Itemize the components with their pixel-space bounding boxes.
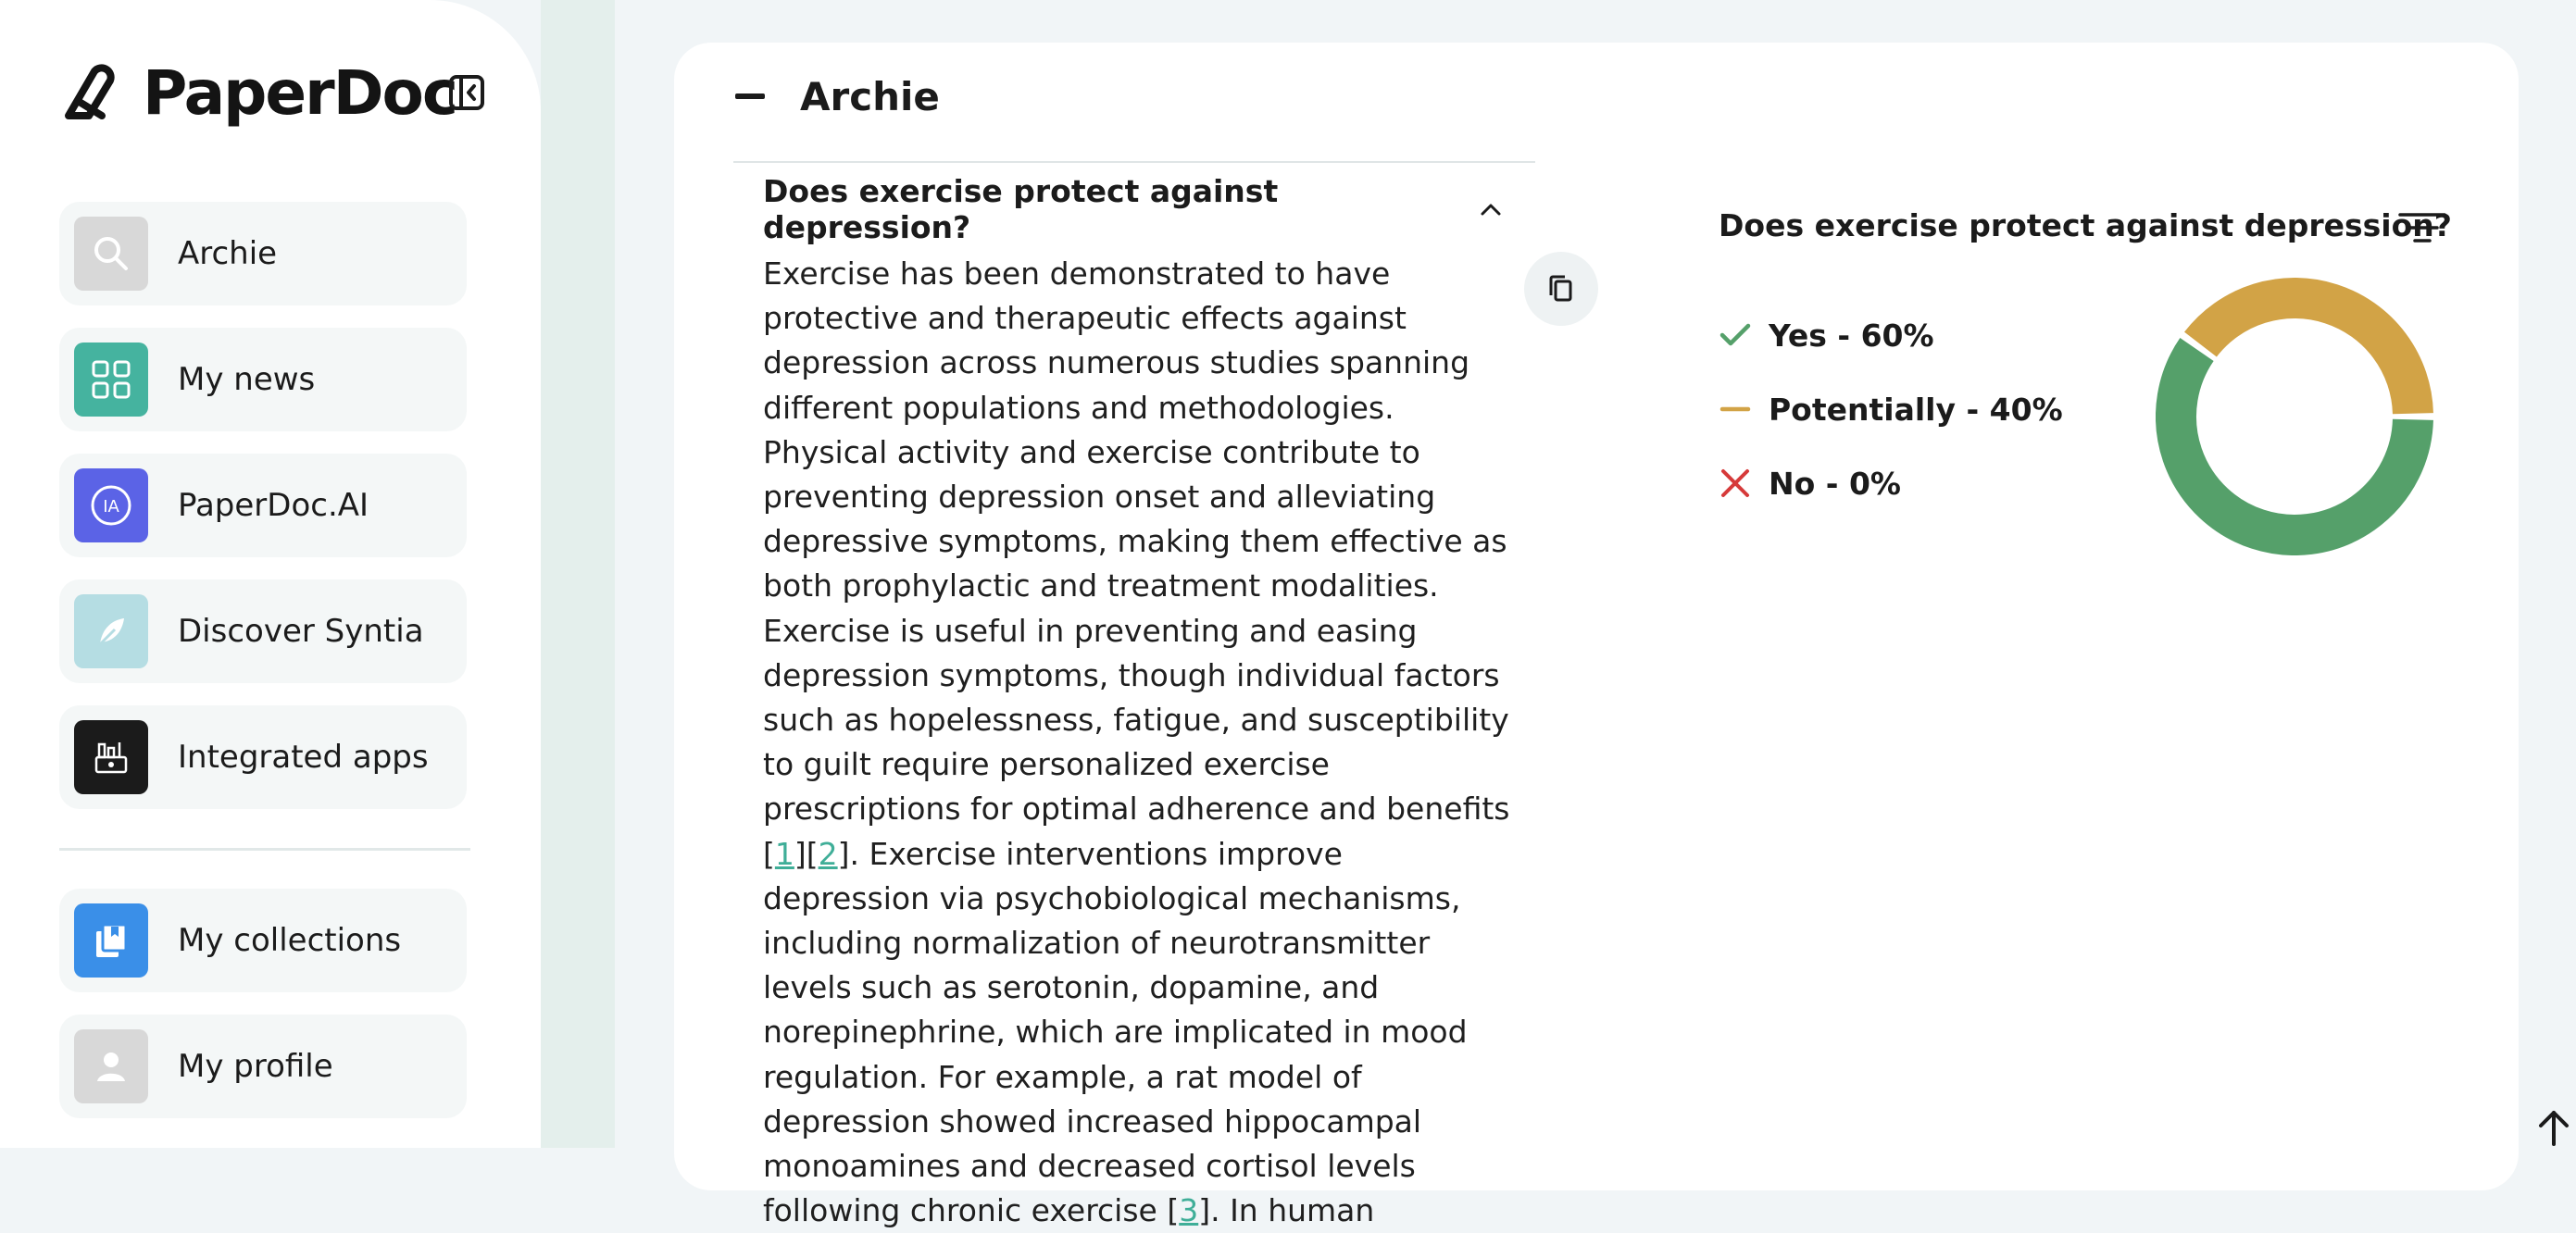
dash-icon xyxy=(1719,392,1752,426)
sidebar-item-label: Integrated apps xyxy=(178,739,429,776)
verdict-yes xyxy=(1719,317,2063,354)
citation-link[interactable]: 1 xyxy=(774,835,794,872)
apps-icon xyxy=(74,720,148,794)
sidebar-item-archie[interactable] xyxy=(59,202,467,305)
answer-paragraph: . In human xyxy=(1210,1192,1375,1229)
question-row[interactable] xyxy=(763,173,1504,245)
sidebar-item-label: Archie xyxy=(178,235,278,272)
sidebar-item-my-news[interactable] xyxy=(59,328,467,431)
sidebar-item-label: PaperDoc.AI xyxy=(178,487,369,524)
nav-divider xyxy=(59,848,470,851)
archie-card xyxy=(674,43,2519,1229)
verdict-potentially-label: Potentially - 40% xyxy=(1769,391,2063,428)
filter-icon[interactable] xyxy=(2398,211,2446,244)
grid-icon xyxy=(74,342,148,417)
copy-icon xyxy=(1547,273,1575,305)
sidebar-item-label: Discover Syntia xyxy=(178,613,424,650)
verdict-no-label: No - 0% xyxy=(1769,465,1901,502)
scroll-to-top-icon[interactable] xyxy=(2532,1103,2576,1148)
citation-link[interactable]: 2 xyxy=(818,835,838,872)
citation-link[interactable]: 3 xyxy=(1179,1192,1199,1229)
svg-text:IA: IA xyxy=(103,497,119,517)
check-icon xyxy=(1719,318,1752,352)
sidebar-item-my-collections[interactable] xyxy=(59,889,467,992)
search-icon xyxy=(74,217,148,291)
sidebar-item-my-profile[interactable] xyxy=(59,1015,467,1118)
collections-icon xyxy=(74,903,148,978)
question-text: Does exercise protect against depression? xyxy=(763,173,1279,245)
answer-paragraph: Exercise has been demonstrated to have protective and therapeutic effects against depression across numerous studies spanning different populations and methodologies. Physical activity and exercise contribute to preventing depression onset and alleviating depressive symptoms, making them effective as both prophylactic and treatment modalities. Exercise is useful in preventing and easing depression symptoms, though individual factors such as hopelessness, fatigue, and susceptibility to guilt require personalized exercise prescriptions for optimal adherence and benefits xyxy=(763,255,1510,828)
verdict-donut-chart xyxy=(2156,278,2433,555)
sidebar-collapse-icon[interactable] xyxy=(448,74,485,111)
sidebar-item-discover-syntia[interactable] xyxy=(59,579,467,683)
paperdoc-logo-icon xyxy=(57,60,122,125)
sidebar-edge-strip xyxy=(541,0,615,1148)
chevron-up-icon[interactable] xyxy=(1478,200,1504,218)
verdict-legend xyxy=(1719,317,2063,539)
verdict-title: Does exercise protect against depression? xyxy=(1719,207,2452,243)
brand-name: PaperDoc xyxy=(143,56,456,129)
sidebar-item-integrated-apps[interactable] xyxy=(59,705,467,809)
donut-slice-potentially xyxy=(2200,298,2413,414)
user-icon xyxy=(74,1029,148,1103)
question-divider xyxy=(733,161,1535,163)
leaf-icon xyxy=(74,594,148,668)
sidebar-item-label: My profile xyxy=(178,1048,333,1085)
answer-paragraph: . Exercise interventions improve depression via psychobiological mechanisms, including normalization of neurotransmitter levels such as serotonin, dopamine, and norepinephrine, which are implicated in mood regulation. For example, a rat model of depression showed increased hippocampal monoamines and decreased cortisol levels following chronic exercise xyxy=(763,835,1468,1229)
sidebar-item-label: My news xyxy=(178,361,316,398)
ia-icon xyxy=(74,468,148,542)
collapse-minus-icon[interactable] xyxy=(735,93,765,99)
sidebar xyxy=(0,0,541,1148)
verdict-potentially xyxy=(1719,391,2063,428)
cross-icon xyxy=(1719,467,1752,500)
copy-button[interactable] xyxy=(1524,252,1598,326)
sidebar-item-paperdoc-ai[interactable] xyxy=(59,454,467,557)
nav-list xyxy=(59,202,467,831)
card-header xyxy=(735,68,940,124)
section-title: Archie xyxy=(800,73,940,119)
sidebar-item-label: My collections xyxy=(178,922,402,959)
donut-slice-yes xyxy=(2176,350,2413,536)
brand[interactable] xyxy=(57,56,456,130)
verdict-no xyxy=(1719,465,2063,502)
verdict-yes-label: Yes - 60% xyxy=(1769,317,1934,354)
answer-text: Exercise has been demonstrated to have protective and therapeutic effects against depression across numerous studies spanning different populations and methodologies. Physical activity and exercise contribute to preventing depression onset and alleviating depressive symptoms, making them effective as both prophylactic and treatment modalities. Exercise is useful in preventing and easing depression symptoms, though individual factors such as hopelessness, fatigue, and susceptibility to guilt require personalized exercise prescriptions for optimal adherence and benefits [1][2]. Exercise interventions improve depression via psychobiological mechanisms, including normalization of neurotransmitter levels such as serotonin, dopamine, and norepinephrine, which are implicated in mood regulation. For example, a rat model of depression showed increased hippocampal monoamines and decreased cortisol levels following chronic exercise [3]. In human xyxy=(763,255,1510,1229)
nav-list-secondary xyxy=(59,889,467,1140)
